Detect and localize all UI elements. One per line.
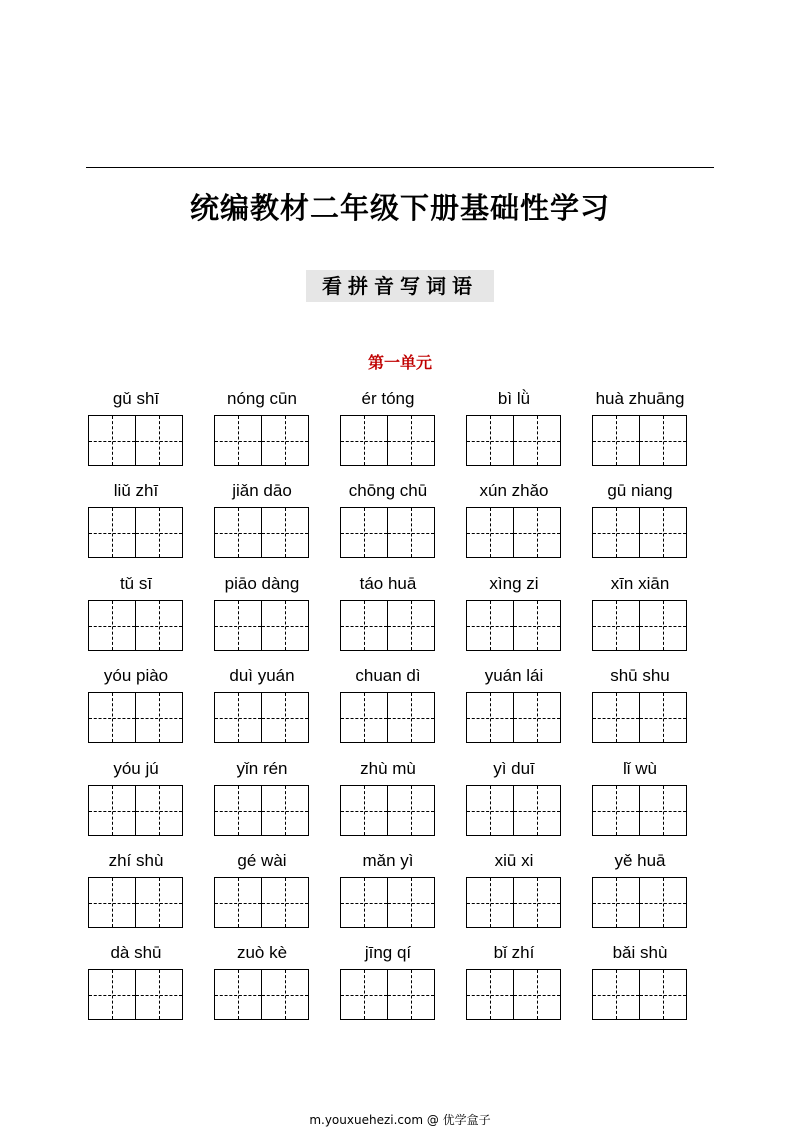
- tianzige-cell[interactable]: [340, 969, 388, 1020]
- tianzige-cell[interactable]: [136, 877, 183, 928]
- word-item: [590, 481, 690, 571]
- word-item: [464, 574, 564, 664]
- word-item: [590, 389, 690, 479]
- tianzige-cell[interactable]: [88, 877, 136, 928]
- word-item: [464, 943, 564, 1033]
- tianzige-cell[interactable]: [214, 785, 262, 836]
- writing-boxes: [466, 969, 561, 1020]
- word-item: [338, 574, 438, 664]
- tianzige-cell[interactable]: [262, 692, 309, 743]
- tianzige-cell[interactable]: [214, 877, 262, 928]
- tianzige-cell[interactable]: [388, 785, 435, 836]
- tianzige-cell[interactable]: [466, 415, 514, 466]
- word-item: [464, 759, 564, 849]
- writing-boxes: [340, 969, 435, 1020]
- writing-boxes: [214, 692, 309, 743]
- tianzige-cell[interactable]: [592, 969, 640, 1020]
- word-item: [338, 666, 438, 756]
- writing-boxes: [214, 600, 309, 651]
- tianzige-cell[interactable]: [340, 785, 388, 836]
- word-item: [212, 389, 312, 479]
- writing-boxes: [466, 785, 561, 836]
- pinyin-label: zhù mù: [360, 759, 416, 778]
- pinyin-label: yǐn rén: [236, 759, 288, 778]
- pinyin-label: dà shū: [110, 943, 162, 962]
- tianzige-cell[interactable]: [340, 692, 388, 743]
- tianzige-cell[interactable]: [592, 600, 640, 651]
- tianzige-cell[interactable]: [640, 600, 687, 651]
- tianzige-cell[interactable]: [88, 415, 136, 466]
- tianzige-cell[interactable]: [514, 600, 561, 651]
- tianzige-cell[interactable]: [214, 600, 262, 651]
- tianzige-cell[interactable]: [136, 415, 183, 466]
- tianzige-cell[interactable]: [214, 507, 262, 558]
- tianzige-cell[interactable]: [214, 969, 262, 1020]
- word-item: [86, 943, 186, 1033]
- writing-boxes: [88, 969, 183, 1020]
- writing-boxes: [592, 600, 687, 651]
- tianzige-cell[interactable]: [214, 692, 262, 743]
- tianzige-cell[interactable]: [88, 600, 136, 651]
- tianzige-cell[interactable]: [262, 507, 309, 558]
- writing-boxes: [88, 600, 183, 651]
- pinyin-label: jiǎn dāo: [232, 481, 292, 500]
- tianzige-cell[interactable]: [640, 969, 687, 1020]
- writing-boxes: [592, 785, 687, 836]
- writing-boxes: [466, 692, 561, 743]
- tianzige-cell[interactable]: [262, 415, 309, 466]
- tianzige-cell[interactable]: [388, 969, 435, 1020]
- word-item: [338, 759, 438, 849]
- writing-boxes: [592, 507, 687, 558]
- tianzige-cell[interactable]: [136, 600, 183, 651]
- word-item: [86, 666, 186, 756]
- writing-boxes: [466, 415, 561, 466]
- pinyin-label: xún zhǎo: [479, 481, 549, 500]
- pinyin-label: duì yuán: [229, 666, 295, 685]
- tianzige-cell[interactable]: [514, 877, 561, 928]
- word-item: [338, 481, 438, 571]
- writing-boxes: [88, 692, 183, 743]
- tianzige-cell[interactable]: [514, 785, 561, 836]
- word-item: [464, 851, 564, 941]
- pinyin-label: chuan dì: [355, 666, 421, 685]
- tianzige-cell[interactable]: [136, 969, 183, 1020]
- tianzige-cell[interactable]: [340, 507, 388, 558]
- tianzige-cell[interactable]: [262, 785, 309, 836]
- tianzige-cell[interactable]: [214, 415, 262, 466]
- tianzige-cell[interactable]: [466, 877, 514, 928]
- word-item: [338, 943, 438, 1033]
- pinyin-label: chōng chū: [348, 481, 428, 500]
- tianzige-cell[interactable]: [592, 507, 640, 558]
- word-item: [590, 759, 690, 849]
- tianzige-cell[interactable]: [466, 507, 514, 558]
- document-title: 统编教材二年级下册基础性学习: [189, 191, 610, 225]
- word-item: [590, 666, 690, 756]
- word-item: [212, 759, 312, 849]
- writing-boxes: [592, 877, 687, 928]
- word-item: [338, 389, 438, 479]
- tianzige-cell[interactable]: [88, 692, 136, 743]
- tianzige-cell[interactable]: [136, 692, 183, 743]
- tianzige-cell[interactable]: [340, 877, 388, 928]
- word-item: [212, 574, 312, 664]
- word-item: [212, 943, 312, 1033]
- pinyin-label: gǔ shī: [112, 389, 160, 408]
- word-item: [212, 666, 312, 756]
- pinyin-label: shū shu: [610, 666, 670, 685]
- writing-boxes: [340, 877, 435, 928]
- word-item: [464, 666, 564, 756]
- word-item: [590, 943, 690, 1033]
- tianzige-cell[interactable]: [514, 969, 561, 1020]
- pinyin-label: huà zhuāng: [595, 389, 685, 408]
- writing-boxes: [340, 507, 435, 558]
- pinyin-label: bǎi shù: [612, 943, 668, 962]
- pinyin-label: yóu jú: [113, 759, 159, 778]
- tianzige-cell[interactable]: [88, 507, 136, 558]
- writing-boxes: [340, 692, 435, 743]
- tianzige-cell[interactable]: [136, 785, 183, 836]
- pinyin-label: tǔ sī: [119, 574, 153, 593]
- tianzige-cell[interactable]: [262, 600, 309, 651]
- pinyin-label: xīn xiān: [610, 574, 670, 593]
- tianzige-cell[interactable]: [592, 877, 640, 928]
- tianzige-cell[interactable]: [388, 507, 435, 558]
- pinyin-label: bǐ zhí: [493, 943, 535, 962]
- unit-title: 第一单元: [367, 353, 432, 372]
- tianzige-cell[interactable]: [262, 877, 309, 928]
- writing-boxes: [466, 507, 561, 558]
- word-item: [86, 574, 186, 664]
- pinyin-label: zhí shù: [108, 851, 164, 870]
- tianzige-cell[interactable]: [340, 600, 388, 651]
- tianzige-cell[interactable]: [592, 692, 640, 743]
- writing-boxes: [340, 600, 435, 651]
- writing-boxes: [592, 692, 687, 743]
- word-item: [590, 574, 690, 664]
- word-item: [86, 851, 186, 941]
- writing-boxes: [340, 415, 435, 466]
- pinyin-label: xìng zi: [489, 574, 539, 593]
- tianzige-cell[interactable]: [592, 415, 640, 466]
- tianzige-cell[interactable]: [466, 969, 514, 1020]
- tianzige-cell[interactable]: [640, 877, 687, 928]
- word-item: [212, 851, 312, 941]
- tianzige-cell[interactable]: [388, 692, 435, 743]
- writing-boxes: [214, 877, 309, 928]
- writing-boxes: [340, 785, 435, 836]
- tianzige-cell[interactable]: [88, 785, 136, 836]
- word-item: [464, 389, 564, 479]
- writing-boxes: [214, 507, 309, 558]
- pinyin-label: jīng qí: [364, 943, 412, 962]
- tianzige-cell[interactable]: [514, 692, 561, 743]
- word-item: [590, 851, 690, 941]
- word-item: [212, 481, 312, 571]
- tianzige-cell[interactable]: [466, 600, 514, 651]
- word-item: [464, 481, 564, 571]
- writing-boxes: [88, 785, 183, 836]
- pinyin-label: mǎn yì: [362, 851, 414, 870]
- writing-boxes: [466, 877, 561, 928]
- tianzige-cell[interactable]: [514, 507, 561, 558]
- pinyin-label: táo huā: [359, 574, 417, 593]
- pinyin-label: yě huā: [614, 851, 666, 870]
- writing-boxes: [88, 877, 183, 928]
- tianzige-cell[interactable]: [88, 969, 136, 1020]
- word-item: [338, 851, 438, 941]
- pinyin-label: xiū xi: [494, 851, 534, 870]
- tianzige-cell[interactable]: [514, 415, 561, 466]
- pinyin-label: piāo dàng: [224, 574, 300, 593]
- writing-boxes: [592, 969, 687, 1020]
- writing-boxes: [214, 785, 309, 836]
- tianzige-cell[interactable]: [340, 415, 388, 466]
- tianzige-cell[interactable]: [640, 507, 687, 558]
- pinyin-label: lǐ wù: [622, 759, 657, 778]
- tianzige-cell[interactable]: [466, 785, 514, 836]
- footer-credit: m.youxuehezi.com @ 优学盒子: [309, 1113, 491, 1127]
- tianzige-cell[interactable]: [388, 877, 435, 928]
- writing-boxes: [214, 415, 309, 466]
- writing-boxes: [592, 415, 687, 466]
- tianzige-cell[interactable]: [640, 785, 687, 836]
- tianzige-cell[interactable]: [466, 692, 514, 743]
- tianzige-cell[interactable]: [640, 692, 687, 743]
- word-item: [86, 759, 186, 849]
- pinyin-label: bì lǜ: [497, 389, 531, 408]
- pinyin-label: gū niang: [607, 481, 673, 500]
- word-item: [86, 481, 186, 571]
- tianzige-cell[interactable]: [388, 415, 435, 466]
- tianzige-cell[interactable]: [262, 969, 309, 1020]
- pinyin-label: yì duī: [493, 759, 535, 778]
- writing-boxes: [214, 969, 309, 1020]
- tianzige-cell[interactable]: [592, 785, 640, 836]
- pinyin-label: yuán lái: [484, 666, 544, 685]
- pinyin-label: zuò kè: [236, 943, 288, 962]
- pinyin-label: ér tóng: [361, 389, 415, 408]
- tianzige-cell[interactable]: [136, 507, 183, 558]
- pinyin-label: nóng cūn: [227, 389, 297, 408]
- writing-boxes: [88, 507, 183, 558]
- pinyin-label: gé wài: [237, 851, 287, 870]
- writing-boxes: [88, 415, 183, 466]
- tianzige-cell[interactable]: [640, 415, 687, 466]
- pinyin-label: yóu piào: [103, 666, 169, 685]
- pinyin-label: liǔ zhī: [113, 481, 159, 500]
- section-title: 看拼音写词语: [306, 270, 494, 302]
- tianzige-cell[interactable]: [388, 600, 435, 651]
- word-item: [86, 389, 186, 479]
- writing-boxes: [466, 600, 561, 651]
